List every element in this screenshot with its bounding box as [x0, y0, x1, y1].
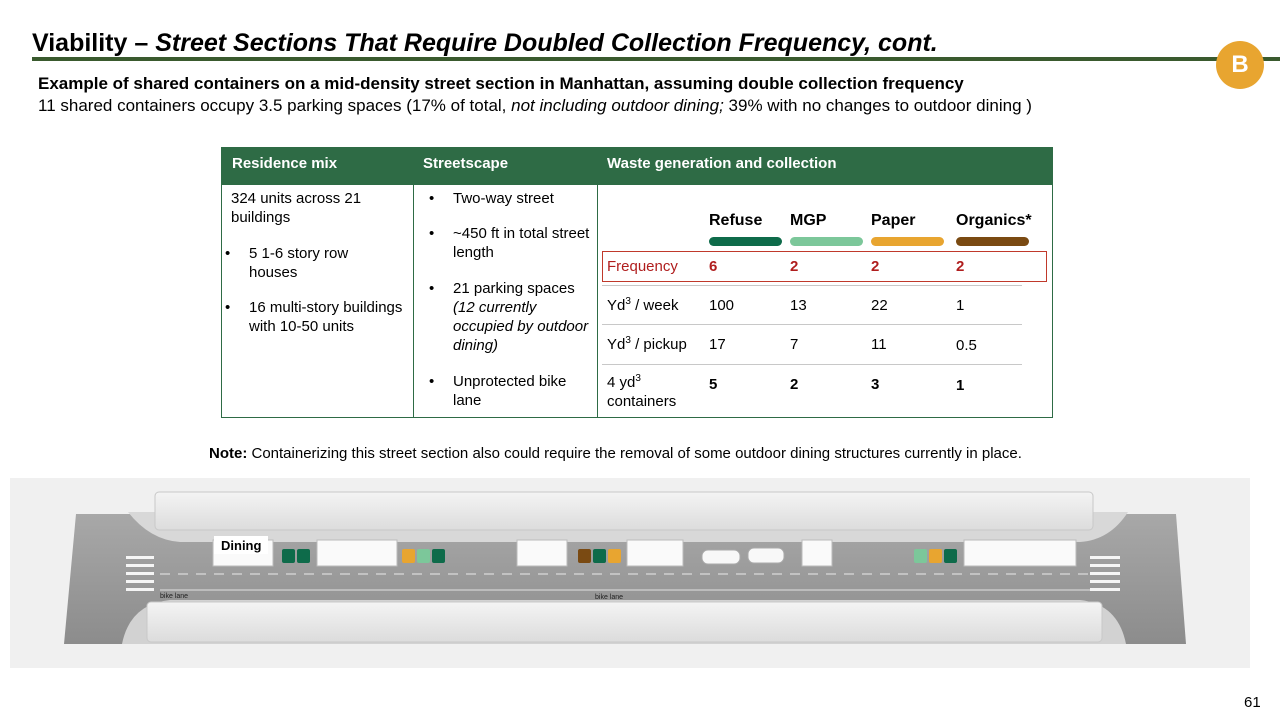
residence-bullet: • 5 1-6 story row houses — [249, 244, 399, 282]
streetscape-bullet: • Unprotected bike lane — [453, 372, 593, 410]
table-cell: 0.5 — [956, 337, 977, 354]
col-organics: Organics* — [956, 212, 1032, 229]
row-divider — [602, 285, 1022, 286]
table-cell: 5 — [709, 376, 718, 393]
organics-color-pill — [956, 237, 1029, 246]
table-cell: 7 — [790, 336, 799, 353]
table-cell: 3 — [871, 376, 880, 393]
header-streetscape: Streetscape — [423, 155, 509, 172]
dining-structure — [517, 540, 567, 566]
col-paper: Paper — [871, 212, 916, 229]
col-refuse: Refuse — [709, 212, 763, 229]
title-divider — [32, 57, 1280, 61]
building-block — [155, 492, 1093, 530]
streetscape-bullet: • Two-way street — [453, 189, 593, 208]
summary-line: 11 shared containers occupy 3.5 parking spaces (17% of total, not including outdoor dining; 39% with no changes to outdoor dining ) — [38, 96, 1032, 115]
table-cell: 1 — [956, 297, 965, 314]
table-cell: 17 — [709, 336, 726, 353]
table-cell: 100 — [709, 297, 735, 314]
dining-structure — [964, 540, 1076, 566]
row-divider — [602, 324, 1022, 325]
streetscape-bullet: • 21 parking spaces (12 currently occupied by outdoor dining) — [453, 279, 593, 355]
table-cell: 1 — [956, 377, 965, 394]
table-cell: 2 — [871, 258, 880, 275]
street-section-illustration — [10, 478, 1250, 668]
table-cell: 2 — [956, 258, 965, 275]
col-mgp: MGP — [790, 212, 827, 229]
paper-color-pill — [871, 237, 944, 246]
residence-intro: 324 units across 21 buildings — [231, 190, 362, 226]
dining-structure — [627, 540, 683, 566]
subtitle: Example of shared containers on a mid-density street section in Manhattan, assuming double collection frequency — [38, 74, 964, 93]
bike-lane-label: bike lane — [595, 594, 624, 601]
dining-structure — [317, 540, 397, 566]
dining-label: Dining — [221, 538, 262, 553]
building-block — [147, 602, 1102, 642]
residence-bullet: • 16 multi-story buildings with 10-50 units — [249, 298, 409, 336]
column-divider — [413, 185, 414, 417]
row-label-containers: 4 $yd^3$ containers — [607, 373, 677, 410]
table-cell: 6 — [709, 258, 718, 275]
table-cell: 11 — [871, 336, 887, 353]
page-number: 61 — [1244, 694, 1261, 711]
refuse-color-pill — [709, 237, 782, 246]
row-label-week: Yd$^3$ / week — [607, 296, 679, 314]
table-cell: 13 — [790, 297, 807, 314]
table-header — [222, 148, 1052, 185]
dining-structure — [802, 540, 832, 566]
streetscape-bullet: • ~450 ft in total street length — [453, 224, 593, 262]
note-text: Note: Containerizing this street section also could require the removal of some outdoor dining structures currently in place. — [209, 445, 1022, 462]
section-badge: B — [1216, 41, 1264, 89]
table-cell: 22 — [871, 297, 888, 314]
row-label-frequency: Frequency — [607, 258, 678, 275]
table-cell: 2 — [790, 258, 799, 275]
column-divider — [597, 185, 598, 417]
mgp-color-pill — [790, 237, 863, 246]
header-waste: Waste generation and collection — [607, 155, 837, 172]
page-title: Viability – Street Sections That Require Doubled Collection Frequency, cont. — [32, 29, 938, 57]
row-divider — [602, 364, 1022, 365]
table-cell: 2 — [790, 376, 799, 393]
row-label-pickup: Yd$^3$ / pickup — [607, 335, 687, 353]
header-residence-mix: Residence mix — [232, 155, 338, 172]
bike-lane-label: bike lane — [160, 593, 189, 600]
